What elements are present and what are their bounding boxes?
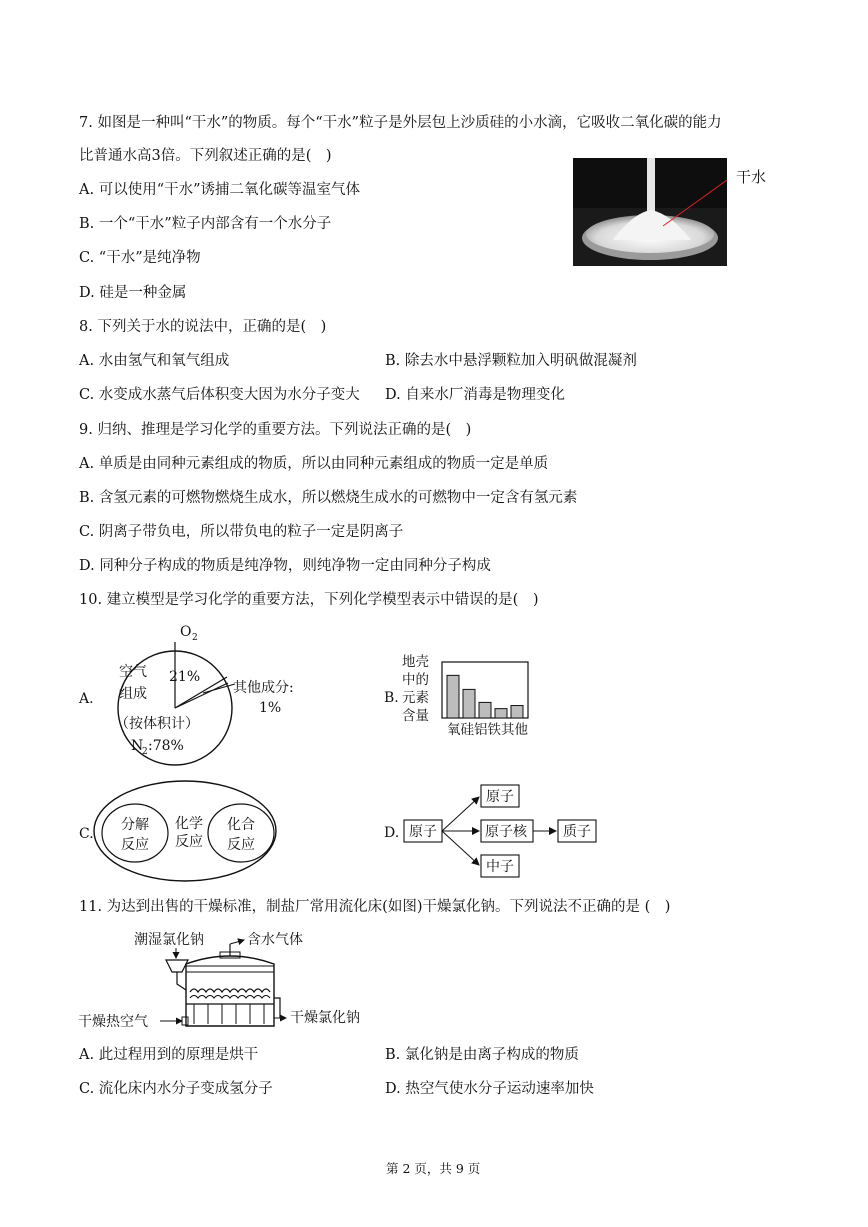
crust-bar — [463, 689, 475, 718]
q7-option-b: B. 一个“干水”粒子内部含有一个水分子 — [79, 216, 332, 232]
q10-a-o2-sub: 2 — [192, 633, 198, 643]
q10-a-o2: O — [180, 624, 192, 640]
dry-water-photo — [573, 158, 727, 266]
q8-option-b: B. 除去水中悬浮颗粒加入明矾做混凝剂 — [385, 353, 637, 369]
q10-c-left2: 反应 — [121, 837, 149, 853]
q10-b-xlabels: 氧硅铝铁其他 — [447, 722, 528, 738]
q10-a-air2: 组成 — [119, 686, 147, 702]
q10-c-label: C. — [79, 826, 94, 842]
q10-stem: 10. 建立模型是学习化学的重要方法，下列化学模型表示中错误的是( ) — [79, 592, 539, 608]
q10-a-1pct: 1% — [259, 700, 282, 716]
q10-b-ylabel-3: 元素 — [402, 690, 429, 706]
q10-a-21pct: 21% — [169, 669, 201, 685]
q8-option-c: C. 水变成水蒸气后体积变大因为水分子变大 — [79, 387, 360, 403]
q10-b-ylabel-1: 地壳 — [402, 654, 429, 670]
q11-vapor: 含水气体 — [247, 932, 303, 948]
q7-option-d: D. 硅是一种金属 — [79, 285, 187, 301]
dry-water-label: 干水 — [736, 169, 767, 186]
q9-option-c: C. 阴离子带负电，所以带负电的粒子一定是阴离子 — [79, 524, 404, 540]
q10-c-mid1: 化学 — [175, 816, 203, 832]
q10-a-label: A. — [79, 691, 94, 707]
q8-option-d: D. 自来水厂消毒是物理变化 — [385, 387, 565, 403]
q9-option-b: B. 含氢元素的可燃物燃烧生成水，所以燃烧生成水的可燃物中一定含有氢元素 — [79, 490, 578, 506]
q10-a-air1: 空气 — [119, 664, 147, 680]
crust-bar — [495, 709, 507, 718]
q9-option-a: A. 单质是由同种元素组成的物质，所以由同种元素组成的物质一定是单质 — [79, 456, 549, 472]
q10-a-n2-sub: 2 — [142, 747, 148, 757]
q10-d-nucleus: 原子核 — [485, 824, 527, 840]
q10-a-others: 其他成分: — [233, 680, 294, 696]
q10-c-right1: 化合 — [227, 817, 255, 833]
q10-d-atom: 原子 — [409, 824, 437, 840]
q10-d-top: 原子 — [486, 789, 514, 805]
q10-a-by-volume: （按体积计） — [115, 716, 199, 732]
q11-option-d: D. 热空气使水分子运动速率加快 — [385, 1081, 594, 1097]
q10-d-proton: 质子 — [563, 824, 591, 840]
q10-b-ylabel-2: 中的 — [402, 672, 429, 688]
q10-c-reaction-diagram — [75, 778, 285, 886]
q10-a-air-pie — [75, 620, 315, 770]
q10-c-mid2: 反应 — [175, 834, 203, 850]
q11-hot-air: 干燥热空气 — [78, 1014, 148, 1030]
q11-wet-nacl: 潮湿氯化钠 — [134, 932, 204, 948]
q9-stem: 9. 归纳、推理是学习化学的重要方法。下列说法正确的是( ) — [79, 422, 472, 438]
q10-b-label: B. — [384, 690, 399, 706]
q11-option-a: A. 此过程用到的原理是烘干 — [79, 1047, 259, 1063]
q10-c-right2: 反应 — [227, 837, 255, 853]
q11-stem: 11. 为达到出售的干燥标准，制盐厂常用流化床(如图)干燥氯化钠。下列说法不正确的是 ( ) — [79, 899, 671, 915]
q10-d-bottom: 中子 — [486, 859, 514, 875]
q11-fluidized-bed-diagram — [78, 926, 378, 1034]
q11-option-c: C. 流化床内水分子变成氢分子 — [79, 1081, 273, 1097]
q10-b-ylabel-4: 含量 — [402, 708, 429, 724]
q7-stem-line1: 7. 如图是一种叫“干水”的物质。每个“干水”粒子是外层包上沙质硅的小水滴，它吸收二氧化碳的能力 — [79, 115, 722, 131]
crust-bar — [479, 702, 491, 718]
q8-stem: 8. 下列关于水的说法中，正确的是( ) — [79, 319, 327, 335]
page-footer: 第 2 页，共 9 页 — [386, 1161, 481, 1176]
q9-option-d: D. 同种分子构成的物质是纯净物，则纯净物一定由同种分子构成 — [79, 558, 491, 574]
q10-a-n2-value: :78% — [148, 738, 184, 754]
q10-c-left1: 分解 — [121, 817, 149, 833]
q7-option-c: C. “干水”是纯净物 — [79, 250, 201, 266]
q10-d-label: D. — [384, 825, 400, 841]
q7-stem-line2: 比普通水高3倍。下列叙述正确的是( ) — [79, 148, 332, 164]
q10-b-crust-chart — [380, 648, 560, 744]
crust-bar — [447, 675, 459, 718]
q7-option-a: A. 可以使用“干水”诱捕二氧化碳等温室气体 — [79, 182, 361, 198]
q11-option-b: B. 氯化钠是由离子构成的物质 — [385, 1047, 579, 1063]
crust-bar — [511, 706, 523, 718]
q11-dry-nacl: 干燥氯化钠 — [290, 1010, 360, 1026]
q10-d-atom-diagram — [380, 782, 610, 882]
q8-option-a: A. 水由氢气和氧气组成 — [79, 353, 230, 369]
q10-a-n2: N — [131, 738, 144, 754]
